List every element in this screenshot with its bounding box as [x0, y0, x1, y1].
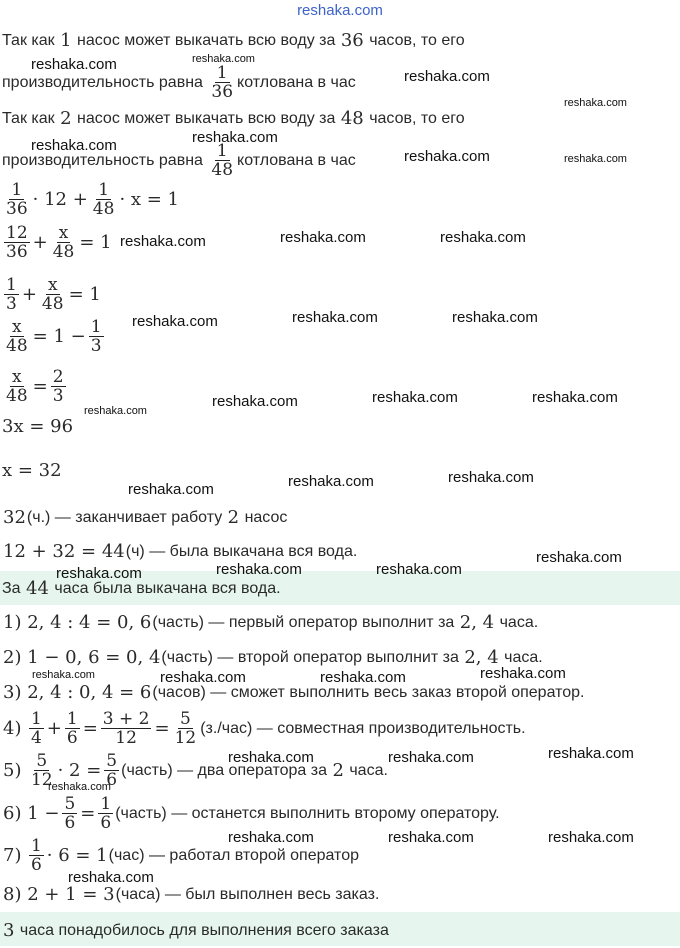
equation-1: $\frac{1}{36}$ · 12 + $\frac{1}{48}$ · x = 1 — [6, 180, 180, 219]
watermark: reshaka.com — [292, 309, 378, 326]
answer-2: 3 часа понадобилось для выполнения всего заказа — [3, 920, 389, 941]
text-pump2-line1: Так как 2 насос может выкачать всю воду за 48 часов, то его — [2, 108, 465, 129]
step-2: 2) 1 − 0, 6 = 0, 4 (часть) — второй оператор выполнит за 2, 4 часа. — [3, 647, 543, 668]
fraction: $\frac{1}{48}$ — [211, 141, 234, 180]
watermark: reshaka.com — [228, 749, 314, 766]
watermark: reshaka.com — [548, 829, 634, 846]
step-3: 3) 2, 4 : 0, 4 = 6 (часов) — сможет выполнить весь заказ второй оператор. — [3, 682, 585, 703]
watermark: reshaka.com — [548, 745, 634, 762]
watermark: reshaka.com — [31, 137, 117, 154]
text-pump2-time: 32 (ч.) — заканчивает работу 2 насос — [3, 507, 288, 528]
watermark: reshaka.com — [452, 309, 538, 326]
watermark: reshaka.com — [84, 405, 147, 417]
text-total-time: 12 + 32 = 44 (ч) — была выкачана вся вода. — [3, 541, 358, 562]
fraction: $\frac{1}{36}$ — [211, 63, 234, 102]
watermark: reshaka.com — [372, 389, 458, 406]
watermark: reshaka.com — [192, 129, 278, 146]
watermark: reshaka.com — [160, 669, 246, 686]
watermark: reshaka.com — [56, 565, 142, 582]
watermark: reshaka.com — [280, 229, 366, 246]
step-4: 4) $\frac{1}{4}$ + $\frac{1}{6}$ = $\frac{3 + 2}{12}$ = $\frac{5}{12}$ (з./час) — совместная производительность. — [3, 709, 526, 748]
text-pump2-line2: производительность равна $\frac{1}{48}$ котлована в час — [2, 141, 356, 180]
watermark: reshaka.com — [128, 481, 214, 498]
watermark: reshaka.com — [440, 229, 526, 246]
watermark: reshaka.com — [536, 549, 622, 566]
watermark: reshaka.com — [288, 473, 374, 490]
equation-4: $\frac{x}{48}$ = 1 − $\frac{1}{3}$ — [6, 317, 102, 356]
watermark: reshaka.com — [564, 153, 627, 165]
equation-2: $\frac{12}{36}$ + $\frac{x}{48}$ = 1 — [6, 223, 112, 262]
watermark: reshaka.com — [120, 233, 206, 250]
watermark: reshaka.com — [320, 669, 406, 686]
watermark: reshaka.com — [564, 97, 627, 109]
watermark: reshaka.com — [48, 781, 111, 793]
watermark: reshaka.com — [448, 469, 534, 486]
watermark: reshaka.com — [68, 869, 154, 886]
watermark: reshaka.com — [228, 829, 314, 846]
watermark: reshaka.com — [388, 749, 474, 766]
answer-1: За 44 часа была выкачана вся вода. — [2, 578, 281, 599]
equation-5: $\frac{x}{48}$ = $\frac{2}{3}$ — [6, 367, 64, 406]
watermark: reshaka.com — [480, 665, 566, 682]
step-6: 6) 1 − $\frac{5}{6}$ = $\frac{1}{6}$ (часть) — останется выполнить второму оператору. — [3, 794, 500, 833]
equation-7: x = 32 — [2, 460, 62, 481]
watermark: reshaka.com — [32, 669, 95, 681]
step-7: 7) $\frac{1}{6}$ · 6 = 1 (час) — работал второй оператор — [3, 836, 359, 875]
watermark: reshaka.com — [31, 56, 117, 73]
watermark: reshaka.com — [532, 389, 618, 406]
step-5: 5) $\frac{5}{12}$ · 2 = $\frac{5}{6}$ (часть) — два оператора за 2 часа. — [3, 751, 388, 790]
watermark: reshaka.com — [388, 829, 474, 846]
watermark: reshaka.com — [192, 53, 255, 65]
text-pump1-line2: производительность равна $\frac{1}{36}$ котлована в час — [2, 63, 356, 102]
watermark: reshaka.com — [404, 148, 490, 165]
equation-6: 3x = 96 — [2, 416, 74, 437]
watermark: reshaka.com — [212, 393, 298, 410]
equation-3: $\frac{1}{3}$ + $\frac{x}{48}$ = 1 — [6, 275, 101, 314]
watermark: reshaka.com — [404, 68, 490, 85]
step-8: 8) 2 + 1 = 3 (часа) — был выполнен весь заказ. — [3, 884, 380, 905]
watermark: reshaka.com — [376, 561, 462, 578]
site-header-link[interactable]: reshaka.com — [297, 2, 383, 19]
text-pump1-line1: Так как 1 насос может выкачать всю воду за 36 часов, то его — [2, 30, 465, 51]
step-1: 1) 2, 4 : 4 = 0, 6 (часть) — первый оператор выполнит за 2, 4 часа. — [3, 612, 539, 633]
watermark: reshaka.com — [216, 561, 302, 578]
watermark: reshaka.com — [132, 313, 218, 330]
